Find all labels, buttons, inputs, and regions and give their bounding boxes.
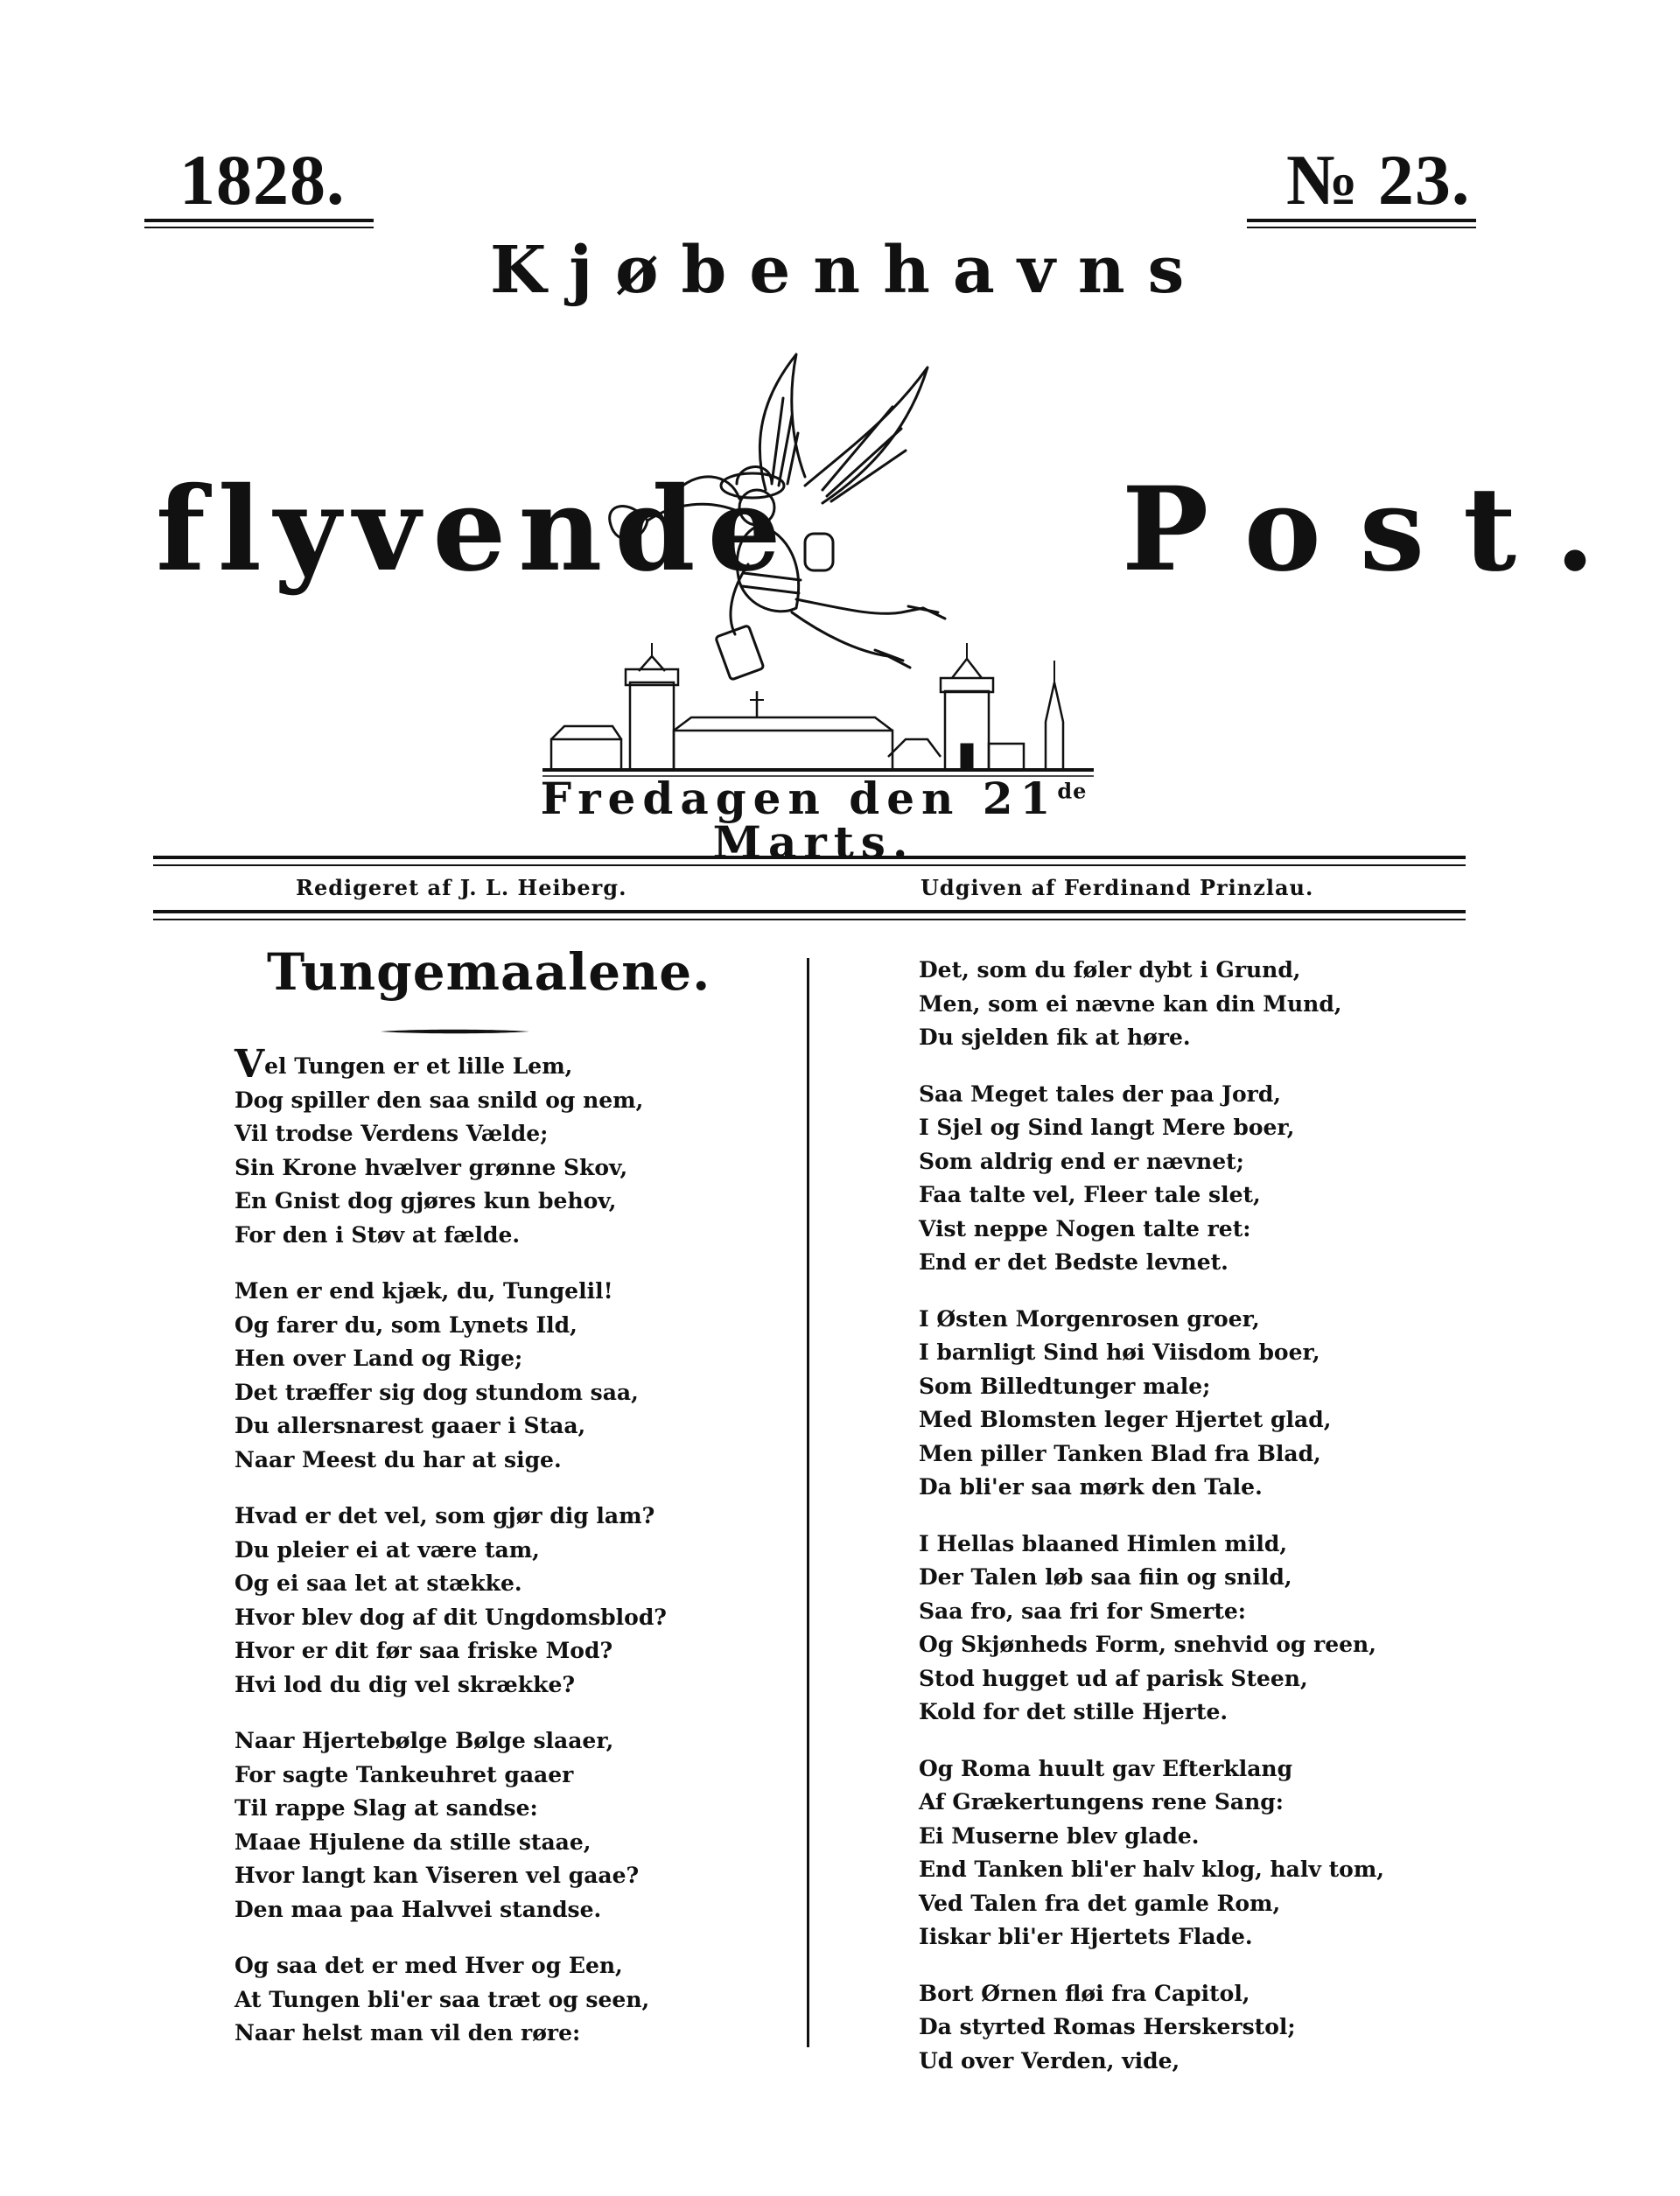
stanza: [919, 954, 1461, 1055]
verse-line: Vil trodse Verdens Vælde;: [234, 1121, 549, 1146]
verse-line: Du allersnarest gaaer i Staa,: [234, 1413, 586, 1438]
poem-title: Tungemaalene.: [267, 942, 711, 1002]
drop-cap: V: [234, 1042, 265, 1087]
masthead-title-right: Post.: [1122, 462, 1634, 598]
flying-postboy-icon: [542, 346, 1094, 783]
verse-line: Naar helst man vil den røre:: [234, 2020, 581, 2046]
verse-line: Saa Meget tales der paa Jord,: [919, 1081, 1282, 1107]
verse-line: Kold for det stille Hjerte.: [919, 1699, 1228, 1724]
number-underline: [1247, 219, 1476, 222]
verse-line: Som Billedtunger male;: [919, 1373, 1211, 1399]
verse-line: For sagte Tankeuhret gaaer: [234, 1761, 574, 1787]
verse-line: Der Talen løb saa fiin og snild,: [919, 1564, 1292, 1590]
header-rule-bottom: [153, 910, 1466, 913]
verse-line: Af Grækertungens rene Sang:: [919, 1789, 1284, 1815]
verse-line: Til rappe Slag at sandse:: [234, 1795, 538, 1821]
verse-line: Hvad er det vel, som gjør dig lam?: [234, 1503, 655, 1528]
stanza: [234, 1724, 777, 1927]
publisher-credit: Udgiven af Ferdinand Prinzlau.: [920, 875, 1314, 900]
issue-dateline: [455, 773, 1172, 868]
verse-line: Og Skjønheds Form, snehvid og reen,: [919, 1632, 1376, 1657]
stanza: [919, 1303, 1461, 1505]
verse-line: End Tanken bli'er halv klog, halv tom,: [919, 1857, 1384, 1882]
column-divider: [807, 958, 809, 2047]
verse-line: Og farer du, som Lynets Ild,: [234, 1311, 578, 1338]
verse-line: Ud over Verden, vide,: [919, 2047, 1180, 2074]
verse-line: I Østen Morgenrosen groer,: [919, 1305, 1260, 1332]
stanza: [919, 1528, 1461, 1730]
year-underline: [144, 219, 374, 222]
masthead-title-left: flyvende: [156, 462, 794, 598]
verse-line: Stod hugget ud af parisk Steen,: [919, 1665, 1308, 1691]
stanza: [234, 1949, 777, 2051]
verse-line: Og Roma huult gav Efterklang: [919, 1755, 1293, 1781]
verse-line: Men er end kjæk, du, Tungelil!: [234, 1278, 613, 1304]
verse-line: Med Blomsten leger Hjertet glad,: [919, 1407, 1332, 1432]
verse-line: Hvi lod du dig vel skrække?: [234, 1671, 576, 1697]
verse-line: Og ei saa let at stække.: [234, 1570, 522, 1596]
issue-year: 1828.: [179, 140, 346, 220]
stanza: [234, 1275, 777, 1477]
title-ornament-rule: [381, 1029, 529, 1034]
verse-line: Dog spiller den saa snild og nem,: [234, 1087, 644, 1113]
verse-line: Det, som du føler dybt i Grund,: [919, 957, 1301, 983]
verse-line: Faa talte vel, Fleer tale slet,: [919, 1182, 1261, 1207]
verse-line: Vist neppe Nogen talte ret:: [919, 1215, 1251, 1241]
verse-line: Sin Krone hvælver grønne Skov,: [234, 1154, 628, 1180]
stanza: [919, 1078, 1461, 1280]
verse-line: Men piller Tanken Blad fra Blad,: [919, 1440, 1321, 1466]
stanza: [919, 1752, 1461, 1955]
header-rule-top: [153, 856, 1466, 859]
verse-line: Den maa paa Halvvei standse.: [234, 1896, 602, 1922]
verse-line: Maae Hjulene da stille staae,: [234, 1829, 592, 1855]
verse-line: Bort Ørnen fløi fra Capitol,: [919, 1980, 1250, 2006]
verse-line: Og saa det er med Hver og Een,: [234, 1953, 623, 1978]
poem-column-right: [919, 954, 1461, 2101]
verse-line: [234, 1042, 777, 1087]
dateline-main: Fredagen den 21: [540, 773, 1058, 824]
poem-column-left: [234, 1042, 777, 2074]
verse-line: Du sjelden fik at høre.: [919, 1025, 1191, 1050]
stanza: [234, 1042, 777, 1252]
verse-line: Hvor blev dog af dit Ungdomsblod?: [234, 1604, 667, 1630]
verse-line: Da bli'er saa mørk den Tale.: [919, 1474, 1263, 1500]
verse-line: I Sjel og Sind langt Mere boer,: [919, 1115, 1295, 1140]
verse-line: For den i Støv at fælde.: [234, 1221, 521, 1248]
verse-line: Ved Talen fra det gamle Rom,: [919, 1890, 1281, 1916]
verse-line: End er det Bedste levnet.: [919, 1249, 1228, 1275]
verse-line: I barnligt Sind høi Viisdom boer,: [919, 1339, 1320, 1365]
verse-line: Hen over Land og Rige;: [234, 1346, 523, 1371]
verse-line: Det træffer sig dog stundom saa,: [234, 1379, 639, 1405]
verse-line: Du pleier ei at være tam,: [234, 1536, 540, 1563]
verse-line: Saa fro, saa fri for Smerte:: [919, 1598, 1247, 1624]
verse-line: At Tungen bli'er saa træt og seen,: [234, 1986, 650, 2012]
masthead-title-top: Kjøbenhavns: [490, 233, 1208, 308]
verse-line: Naar Hjertebølge Bølge slaaer,: [234, 1728, 614, 1753]
verse-line: Men, som ei nævne kan din Mund,: [919, 990, 1342, 1017]
dateline-superscript: de: [1057, 778, 1088, 804]
stanza: [234, 1500, 777, 1702]
verse-line: Hvor er dit før saa friske Mod?: [234, 1638, 613, 1663]
verse-line: I Hellas blaaned Himlen mild,: [919, 1530, 1288, 1556]
dateline-month: Marts.: [712, 816, 915, 868]
verse-line-text: el Tungen er et lille Lem,: [264, 1053, 573, 1079]
verse-line: Som aldrig end er nævnet;: [919, 1148, 1244, 1174]
verse-line: Ei Muserne blev glade.: [919, 1822, 1200, 1849]
editor-credit: Redigeret af J. L. Heiberg.: [296, 875, 627, 900]
verse-line: Da styrted Romas Herskerstol;: [919, 2014, 1296, 2039]
verse-line: Naar Meest du har at sige.: [234, 1446, 562, 1472]
verse-line: Iiskar bli'er Hjertets Flade.: [919, 1924, 1253, 1949]
stanza: [919, 1977, 1461, 2079]
verse-line: Hvor langt kan Viseren vel gaae?: [234, 1863, 640, 1888]
verse-line: En Gnist dog gjøres kun behov,: [234, 1188, 617, 1213]
issue-number: № 23.: [1286, 140, 1471, 220]
